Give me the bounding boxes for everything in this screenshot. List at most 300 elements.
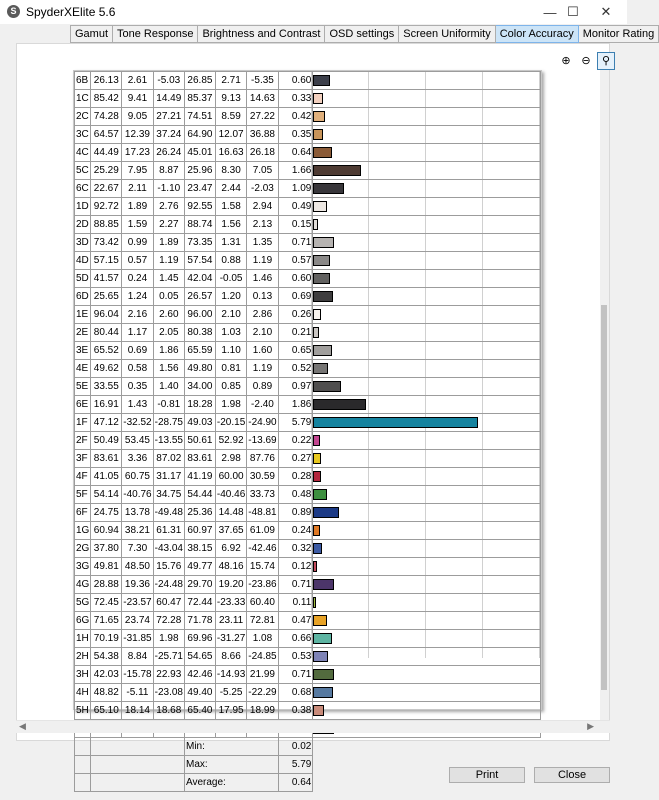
delta-e-bar — [313, 129, 323, 140]
table-row — [75, 180, 541, 198]
lab-a2-cell: 48.16 — [215, 558, 246, 576]
lab-b2-cell: -24.85 — [247, 648, 278, 666]
delta-e-bar — [313, 363, 328, 374]
lab-l2-cell: 72.44 — [184, 594, 215, 612]
tab-brightness-and-contrast[interactable]: Brightness and Contrast — [198, 25, 325, 43]
patch-id: 4G — [75, 576, 91, 594]
table-row — [75, 396, 541, 414]
delta-e-bar — [313, 471, 321, 482]
lab-l2-cell: 74.51 — [184, 108, 215, 126]
lab-l2-cell: 49.40 — [184, 684, 215, 702]
delta-e-bar — [313, 237, 333, 248]
lab-b1-cell: 1.98 — [153, 630, 184, 648]
delta-e-cell: 0.52 — [278, 360, 313, 378]
delta-e-bar — [313, 183, 344, 194]
table-row — [75, 450, 541, 468]
lab-a1-cell: 12.39 — [122, 126, 153, 144]
lab-l2-cell: 65.40 — [184, 702, 215, 720]
lab-a2-cell: 52.92 — [215, 432, 246, 450]
table-row — [75, 234, 541, 252]
delta-e-bar — [313, 399, 366, 410]
lab-a2-cell: 60.00 — [215, 468, 246, 486]
delta-e-bar-cell — [313, 180, 541, 198]
lab-a1-cell: -40.76 — [122, 486, 153, 504]
lab-l2-cell: 42.46 — [184, 666, 215, 684]
delta-e-bar — [313, 165, 360, 176]
lab-a2-cell: 8.66 — [215, 648, 246, 666]
lab-b2-cell: 61.09 — [247, 522, 278, 540]
title-bar — [0, 0, 627, 24]
table-row — [75, 108, 541, 126]
delta-e-cell: 0.57 — [278, 252, 313, 270]
lab-a1-cell: 9.05 — [122, 108, 153, 126]
lab-a1-cell: 2.11 — [122, 180, 153, 198]
delta-e-cell: 0.24 — [278, 522, 313, 540]
lab-l1-cell: 92.72 — [91, 198, 122, 216]
delta-e-bar — [313, 651, 328, 662]
patch-id: 2C — [75, 108, 91, 126]
delta-e-cell: 0.69 — [278, 288, 313, 306]
lab-b1-cell: -43.04 — [153, 540, 184, 558]
lab-a2-cell: 19.20 — [215, 576, 246, 594]
average-value: 0.64 — [278, 774, 313, 792]
delta-e-bar-cell — [313, 270, 541, 288]
lab-l2-cell: 69.96 — [184, 630, 215, 648]
lab-a2-cell: 8.59 — [215, 108, 246, 126]
lab-a2-cell: 2.10 — [215, 306, 246, 324]
delta-e-bar-cell — [313, 432, 541, 450]
lab-a1-cell: 19.36 — [122, 576, 153, 594]
close-window-icon[interactable]: ✕ — [600, 4, 612, 19]
lab-b1-cell: -28.75 — [153, 414, 184, 432]
lab-l2-cell: 45.01 — [184, 144, 215, 162]
delta-e-bar-cell — [313, 324, 541, 342]
table-row — [75, 504, 541, 522]
lab-l2-cell: 83.61 — [184, 450, 215, 468]
patch-id: 6G — [75, 612, 91, 630]
lab-l2-cell: 60.97 — [184, 522, 215, 540]
delta-e-bar — [313, 291, 333, 302]
delta-e-bar-cell — [313, 648, 541, 666]
table-row — [75, 324, 541, 342]
lab-a2-cell: 1.56 — [215, 216, 246, 234]
lab-a2-cell: 2.71 — [215, 72, 246, 90]
delta-e-bar — [313, 273, 330, 284]
delta-e-bar — [313, 579, 333, 590]
delta-e-cell: 0.47 — [278, 612, 313, 630]
lab-l1-cell: 49.62 — [91, 360, 122, 378]
delta-e-bar — [313, 111, 325, 122]
delta-e-bar — [313, 543, 322, 554]
table-row — [75, 486, 541, 504]
lab-a1-cell: 2.61 — [122, 72, 153, 90]
lab-b2-cell: 72.81 — [247, 612, 278, 630]
delta-e-bar-cell — [313, 540, 541, 558]
lab-l2-cell: 88.74 — [184, 216, 215, 234]
table-row — [75, 576, 541, 594]
delta-e-cell: 1.66 — [278, 162, 313, 180]
delta-e-cell: 0.26 — [278, 306, 313, 324]
patch-id: 4D — [75, 252, 91, 270]
lab-b2-cell: -23.86 — [247, 576, 278, 594]
table-row — [75, 540, 541, 558]
lab-b1-cell: 1.45 — [153, 270, 184, 288]
lab-b2-cell: 2.10 — [247, 324, 278, 342]
table-row — [75, 684, 541, 702]
lab-b2-cell: 1.46 — [247, 270, 278, 288]
delta-e-cell: 0.32 — [278, 540, 313, 558]
table-row — [75, 612, 541, 630]
lab-l2-cell: 41.19 — [184, 468, 215, 486]
table-row — [75, 126, 541, 144]
tab-tone-response[interactable]: Tone Response — [113, 25, 198, 43]
lab-b2-cell: 1.60 — [247, 342, 278, 360]
lab-b1-cell: 1.89 — [153, 234, 184, 252]
patch-id: 2G — [75, 540, 91, 558]
lab-l2-cell: 92.55 — [184, 198, 215, 216]
lab-l1-cell: 47.12 — [91, 414, 122, 432]
lab-a2-cell: 9.13 — [215, 90, 246, 108]
delta-e-bar — [313, 219, 317, 230]
delta-e-cell: 0.15 — [278, 216, 313, 234]
delta-e-bar — [313, 489, 327, 500]
lab-a1-cell: 53.45 — [122, 432, 153, 450]
lab-b2-cell: -13.69 — [247, 432, 278, 450]
lab-l2-cell: 49.77 — [184, 558, 215, 576]
vertical-scrollbar[interactable] — [600, 70, 609, 720]
lab-b2-cell: -2.03 — [247, 180, 278, 198]
patch-id: 2E — [75, 324, 91, 342]
lab-l2-cell: 50.61 — [184, 432, 215, 450]
lab-b1-cell: 8.87 — [153, 162, 184, 180]
tab-color-accuracy[interactable]: Color Accuracy — [496, 25, 579, 43]
lab-b1-cell: -49.48 — [153, 504, 184, 522]
lab-l1-cell: 65.10 — [91, 702, 122, 720]
lab-a1-cell: 13.78 — [122, 504, 153, 522]
delta-e-bar-cell — [313, 306, 541, 324]
app-logo-icon: S — [7, 5, 20, 18]
lab-a2-cell: 1.20 — [215, 288, 246, 306]
delta-e-cell: 0.65 — [278, 342, 313, 360]
lab-b2-cell: -5.35 — [247, 72, 278, 90]
table-row — [75, 558, 541, 576]
lab-l1-cell: 57.15 — [91, 252, 122, 270]
lab-a2-cell: 2.98 — [215, 450, 246, 468]
lab-b2-cell: 0.89 — [247, 378, 278, 396]
lab-b2-cell: 1.19 — [247, 360, 278, 378]
lab-a1-cell: 2.16 — [122, 306, 153, 324]
lab-l1-cell: 42.03 — [91, 666, 122, 684]
patch-id: 3H — [75, 666, 91, 684]
patch-id: 5H — [75, 702, 91, 720]
lab-b2-cell: -2.40 — [247, 396, 278, 414]
delta-e-bar-cell — [313, 72, 541, 90]
lab-b2-cell: 2.86 — [247, 306, 278, 324]
summary-min-row — [75, 738, 541, 756]
patch-id: 3F — [75, 450, 91, 468]
patch-id: 6F — [75, 504, 91, 522]
lab-b2-cell: 87.76 — [247, 450, 278, 468]
lab-a1-cell: 0.57 — [122, 252, 153, 270]
patch-id: 1H — [75, 630, 91, 648]
lab-a1-cell: 1.59 — [122, 216, 153, 234]
lab-a1-cell: 38.21 — [122, 522, 153, 540]
patch-id: 1F — [75, 414, 91, 432]
delta-e-cell: 5.79 — [278, 414, 313, 432]
delta-e-bar — [313, 435, 319, 446]
delta-e-cell: 0.60 — [278, 270, 313, 288]
min-label: Min: — [184, 738, 278, 756]
lab-l1-cell: 54.38 — [91, 648, 122, 666]
lab-b1-cell: -23.08 — [153, 684, 184, 702]
delta-e-cell: 0.71 — [278, 666, 313, 684]
color-accuracy-table — [74, 71, 541, 792]
delta-e-cell: 0.21 — [278, 324, 313, 342]
lab-a2-cell: 2.44 — [215, 180, 246, 198]
lab-l2-cell: 54.65 — [184, 648, 215, 666]
lab-b1-cell: 2.05 — [153, 324, 184, 342]
table-row — [75, 648, 541, 666]
lab-b2-cell: 36.88 — [247, 126, 278, 144]
lab-l1-cell: 83.61 — [91, 450, 122, 468]
patch-id: 2D — [75, 216, 91, 234]
table-row — [75, 594, 541, 612]
patch-id: 4F — [75, 468, 91, 486]
lab-l1-cell: 16.91 — [91, 396, 122, 414]
delta-e-bar — [313, 669, 333, 680]
delta-e-bar-cell — [313, 252, 541, 270]
maximize-icon[interactable]: ☐ — [567, 4, 579, 19]
delta-e-bar — [313, 255, 329, 266]
delta-e-cell: 0.35 — [278, 126, 313, 144]
delta-e-bar — [313, 381, 341, 392]
lab-b1-cell: 31.17 — [153, 468, 184, 486]
lab-a2-cell: 6.92 — [215, 540, 246, 558]
delta-e-bar — [313, 417, 478, 428]
lab-a2-cell: -5.25 — [215, 684, 246, 702]
patch-id: 4C — [75, 144, 91, 162]
scroll-right-icon[interactable]: ▶ — [587, 721, 594, 731]
lab-b2-cell: 33.73 — [247, 486, 278, 504]
delta-e-bar-cell — [313, 468, 541, 486]
delta-e-cell: 1.09 — [278, 180, 313, 198]
lab-b2-cell: 7.05 — [247, 162, 278, 180]
lab-a2-cell: -14.93 — [215, 666, 246, 684]
lab-b2-cell: -42.46 — [247, 540, 278, 558]
lab-b1-cell: 2.60 — [153, 306, 184, 324]
lab-l2-cell: 38.15 — [184, 540, 215, 558]
delta-e-cell: 0.71 — [278, 576, 313, 594]
delta-e-bar-cell — [313, 162, 541, 180]
delta-e-bar-cell — [313, 450, 541, 468]
lab-a2-cell: 1.31 — [215, 234, 246, 252]
lab-l1-cell: 73.42 — [91, 234, 122, 252]
lab-l2-cell: 34.00 — [184, 378, 215, 396]
patch-id: 5F — [75, 486, 91, 504]
vertical-scroll-thumb[interactable] — [601, 305, 607, 690]
delta-e-bar — [313, 615, 326, 626]
zoom-out-icon[interactable]: ⊖ — [581, 55, 591, 67]
lab-a2-cell: 1.10 — [215, 342, 246, 360]
delta-e-cell: 0.38 — [278, 702, 313, 720]
lab-a1-cell: 60.75 — [122, 468, 153, 486]
lab-a2-cell: 16.63 — [215, 144, 246, 162]
lab-b2-cell: 1.08 — [247, 630, 278, 648]
lab-l2-cell: 54.44 — [184, 486, 215, 504]
lab-a1-cell: -23.57 — [122, 594, 153, 612]
lab-b2-cell: 1.35 — [247, 234, 278, 252]
lab-l2-cell: 96.00 — [184, 306, 215, 324]
lab-l2-cell: 23.47 — [184, 180, 215, 198]
patch-id: 5E — [75, 378, 91, 396]
lab-a2-cell: -23.33 — [215, 594, 246, 612]
delta-e-cell: 0.68 — [278, 684, 313, 702]
delta-e-cell: 1.86 — [278, 396, 313, 414]
lab-b1-cell: 1.40 — [153, 378, 184, 396]
lab-a1-cell: 0.58 — [122, 360, 153, 378]
patch-id: 3E — [75, 342, 91, 360]
lab-b1-cell: 34.75 — [153, 486, 184, 504]
tab-osd-settings[interactable]: OSD settings — [325, 25, 399, 43]
close-button[interactable]: Close — [534, 767, 610, 783]
lab-b2-cell: 14.63 — [247, 90, 278, 108]
minimize-icon[interactable]: — — [543, 4, 557, 20]
lab-b1-cell: 0.05 — [153, 288, 184, 306]
horizontal-scrollbar[interactable] — [16, 720, 610, 733]
lab-a1-cell: 7.30 — [122, 540, 153, 558]
lab-b2-cell: 30.59 — [247, 468, 278, 486]
window-title: SpyderXElite 5.6 — [26, 5, 116, 19]
delta-e-bar-cell — [313, 504, 541, 522]
patch-id: 6C — [75, 180, 91, 198]
lab-b1-cell: 1.56 — [153, 360, 184, 378]
delta-e-bar — [313, 453, 321, 464]
lab-a2-cell: 37.65 — [215, 522, 246, 540]
delta-e-bar-cell — [313, 522, 541, 540]
table-row — [75, 162, 541, 180]
delta-e-bar-cell — [313, 594, 541, 612]
delta-e-bar-cell — [313, 126, 541, 144]
patch-id: 6E — [75, 396, 91, 414]
lab-b1-cell: 14.49 — [153, 90, 184, 108]
lab-b1-cell: 22.93 — [153, 666, 184, 684]
lab-a1-cell: -5.11 — [122, 684, 153, 702]
lab-b1-cell: 1.19 — [153, 252, 184, 270]
tab-monitor-rating[interactable]: Monitor Rating — [579, 25, 659, 43]
delta-e-bar — [313, 597, 316, 608]
lab-l1-cell: 50.49 — [91, 432, 122, 450]
lab-l1-cell: 85.42 — [91, 90, 122, 108]
delta-e-bar-cell — [313, 666, 541, 684]
lab-a2-cell: 12.07 — [215, 126, 246, 144]
delta-e-cell: 0.71 — [278, 234, 313, 252]
lab-b1-cell: 2.27 — [153, 216, 184, 234]
delta-e-cell: 0.53 — [278, 648, 313, 666]
delta-e-bar-cell — [313, 90, 541, 108]
delta-e-bar — [313, 93, 322, 104]
print-button[interactable]: Print — [449, 767, 525, 783]
lab-l2-cell: 64.90 — [184, 126, 215, 144]
lab-a1-cell: 17.23 — [122, 144, 153, 162]
lab-l1-cell: 71.65 — [91, 612, 122, 630]
delta-e-bar — [313, 345, 332, 356]
lab-b1-cell: 72.28 — [153, 612, 184, 630]
lab-l1-cell: 64.57 — [91, 126, 122, 144]
lab-b2-cell: -48.81 — [247, 504, 278, 522]
lab-a2-cell: -20.15 — [215, 414, 246, 432]
lab-b2-cell: 15.74 — [247, 558, 278, 576]
table-row — [75, 702, 541, 720]
delta-e-cell: 0.89 — [278, 504, 313, 522]
delta-e-bar — [313, 633, 332, 644]
lab-a2-cell: 14.48 — [215, 504, 246, 522]
lab-a1-cell: 0.35 — [122, 378, 153, 396]
lab-l1-cell: 65.52 — [91, 342, 122, 360]
table-row — [75, 342, 541, 360]
lab-a1-cell: 7.95 — [122, 162, 153, 180]
delta-e-bar — [313, 75, 330, 86]
table-row — [75, 288, 541, 306]
patch-id: 2H — [75, 648, 91, 666]
lab-b1-cell: 2.76 — [153, 198, 184, 216]
lab-b2-cell: 60.40 — [247, 594, 278, 612]
scroll-left-icon[interactable]: ◀ — [19, 721, 26, 731]
lab-l1-cell: 41.57 — [91, 270, 122, 288]
lab-a1-cell: -31.85 — [122, 630, 153, 648]
table-row — [75, 414, 541, 432]
lab-l1-cell: 54.14 — [91, 486, 122, 504]
lab-a1-cell: 1.24 — [122, 288, 153, 306]
delta-e-cell: 0.97 — [278, 378, 313, 396]
patch-id: 3C — [75, 126, 91, 144]
delta-e-bar-cell — [313, 198, 541, 216]
lab-a2-cell: 23.11 — [215, 612, 246, 630]
lab-l2-cell: 42.04 — [184, 270, 215, 288]
delta-e-bar-cell — [313, 234, 541, 252]
delta-e-bar-cell — [313, 216, 541, 234]
lab-l2-cell: 73.35 — [184, 234, 215, 252]
table-row — [75, 522, 541, 540]
delta-e-cell: 0.33 — [278, 90, 313, 108]
delta-e-bar-cell — [313, 288, 541, 306]
delta-e-bar — [313, 507, 338, 518]
lab-b1-cell: 37.24 — [153, 126, 184, 144]
lab-a2-cell: 1.03 — [215, 324, 246, 342]
lab-l2-cell: 26.57 — [184, 288, 215, 306]
lab-a1-cell: 18.14 — [122, 702, 153, 720]
delta-e-bar-cell — [313, 360, 541, 378]
patch-id: 5D — [75, 270, 91, 288]
zoom-in-icon[interactable]: ⊕ — [561, 55, 571, 67]
tab-gamut[interactable]: Gamut — [70, 25, 113, 43]
lab-a2-cell: -40.46 — [215, 486, 246, 504]
lab-b1-cell: -1.10 — [153, 180, 184, 198]
lab-a1-cell: 23.74 — [122, 612, 153, 630]
lab-b1-cell: 26.24 — [153, 144, 184, 162]
tab-screen-uniformity[interactable]: Screen Uniformity — [399, 25, 495, 43]
table-row — [75, 144, 541, 162]
delta-e-bar — [313, 309, 320, 320]
patch-id: 1D — [75, 198, 91, 216]
lab-b1-cell: -5.03 — [153, 72, 184, 90]
lab-l2-cell: 49.03 — [184, 414, 215, 432]
lab-l1-cell: 24.75 — [91, 504, 122, 522]
max-value: 5.79 — [278, 756, 313, 774]
delta-e-cell: 0.49 — [278, 198, 313, 216]
lab-l2-cell: 18.28 — [184, 396, 215, 414]
lab-l1-cell: 74.28 — [91, 108, 122, 126]
zoom-fit-icon[interactable]: ⚲ — [597, 52, 615, 70]
